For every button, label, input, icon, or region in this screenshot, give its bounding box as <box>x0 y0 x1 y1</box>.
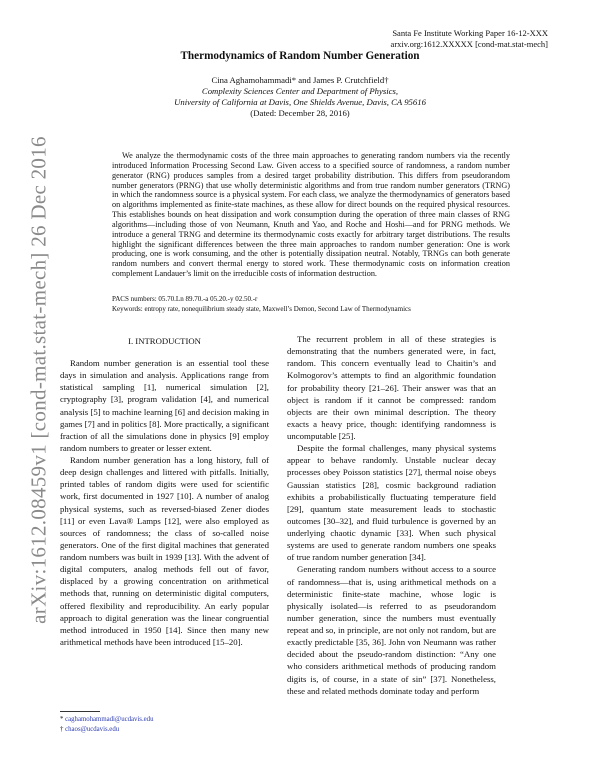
email-link[interactable]: chaos@ucdavis.edu <box>65 726 120 733</box>
paragraph: The recurrent problem in all of these strategies is demonstrating that the numbers generated were, in fact, random. This concern eventually lead to Chaitin’s and Kolmogorov’s attempts to find an algorithmic foundation for probability theory [21–26]. Their answer was that an object is random if it cannot be compressed: random objects are their own minimal description. The theory exacts a heavy price, though: identifying randomness is uncomputable [25]. <box>287 334 496 441</box>
paper-title: Thermodynamics of Random Number Generation <box>180 50 420 62</box>
paragraph: Random number generation is an essential tool these days in simulation and analysis. Applications range from statistical sampling [1], numerical simulation [2], cryptography [3], program validation [4], and numerical analysis [5] to machine learning [6] and decision making in games [7] and in politics [8]. More practically, a significant fraction of all the simulations done in physics [9] employ random numbers to greater or lesser extent. <box>60 358 269 453</box>
header-arxiv-id: arxiv.org:1612.XXXXX [cond-mat.stat-mech] <box>390 39 548 49</box>
left-column <box>60 357 269 648</box>
email-link[interactable]: caghamohammadi@ucdavis.edu <box>65 716 154 723</box>
abstract <box>112 151 510 279</box>
paragraph: Random number generation has a long history, full of deep design challenges and littered with pitfalls. Initially, printed tables of random digits were used for scientific work, first documented in 1927 [10]. A number of analog physical systems, such as reversed-biased Zener diodes [11] or even Lava® Lamps [12], were also employed as sources of randomness; the class of so-called noise generators. One of the first digital machines that generated random numbers was built in 1939 [13]. With the advent of digital computers, analog methods fell out of favor, displaced by a growing concentration on arithmetical methods that, running on deterministic digital computers, offered flexibility and reproducibility. An early popular approach to digital generation was the linear congruential method introduced in 1950 [14]. Since then many new arithmetical methods have been introduced [15–20]. <box>60 455 269 647</box>
header-working-paper: Santa Fe Institute Working Paper 16-12-XXX <box>392 28 548 38</box>
date: (Dated: December 28, 2016) <box>250 108 350 118</box>
right-column <box>287 333 496 697</box>
footnote-email-1[interactable] <box>60 715 153 724</box>
paragraph: Generating random numbers without access to a source of randomness—that is, using arithmetical methods on a deterministic finite-state machine, whose logic is physically isolated—is referred to as pseudorandom number generation, since the numbers must eventually repeat and so, in principle, are not only not random, but are exactly predictable [35, 36]. John von Neumann was rather decided about the pseudo-random distinction: “Any one who considers arithmetical methods of producing random digits is, of course, in a state of sin” [37]. Nonetheless, these and related methods dominate today and perform <box>287 564 496 696</box>
footnote-email-2[interactable] <box>60 725 119 734</box>
section-heading: I. INTRODUCTION <box>128 336 201 346</box>
arxiv-stamp <box>14 136 64 624</box>
footnote-mark: † <box>60 726 64 733</box>
footnote-mark: * <box>60 716 64 723</box>
affiliation-line-1: Complexity Sciences Center and Department of Physics, <box>201 86 399 96</box>
authors: Cina Aghamohammadi* and James P. Crutchfield† <box>211 75 389 85</box>
paragraph: Despite the formal challenges, many physical systems appear to behave randomly. Unstable nuclear decay processes obey Poisson statistics [27], thermal noise obeys Gaussian statistics [28], cosmic background radiation exhibits a probabilistically fluctuating temperature field [29], quantum state measurement leads to stochastic outcomes [30–32], and fluid turbulence is governed by an underlying chaotic dynamic [33]. When such physical systems are used to generate random numbers one speaks of true random number generation [34]. <box>287 443 496 563</box>
pacs-numbers: PACS numbers: 05.70.Ln 89.70.-a 05.20.-y 02.50.-r <box>112 295 258 303</box>
keywords: Keywords: entropy rate, nonequilibrium steady state, Maxwell’s Demon, Second Law of Thermodynamics <box>112 305 411 313</box>
arxiv-stamp-text: arXiv:1612.08459v1 [cond-mat.stat-mech] 26 Dec 2016 <box>26 136 51 624</box>
affiliation-line-2: University of California at Davis, One Shields Avenue, Davis, CA 95616 <box>174 97 426 107</box>
abstract-text: We analyze the thermodynamic costs of the three main approaches to generating random numbers via the recently introduced Information Processing Second Law. Given access to a specified source of randomness, a random number generator (RNG) produces samples from a desired target probability distribution. This differs from pseudorandom number generators (PRNG) that use wholly deterministic algorithms and from true random number generators (TRNG) in which the randomness source is a physical system. For each class, we analyze the thermodynamics of generators based on algorithms implemented as finite-state machines, as these allow for direct bounds on the required physical resources. This establishes bounds on heat dissipation and work consumption during the operation of three main classes of RNG algorithms—including those of von Neumann, Knuth and Yao, and Roche and Hoshi—and for PRNG methods. We introduce a general TRNG and determine its thermodynamic costs exactly for arbitrary target distributions. The results highlight the significant differences between the three main approaches to random number generation: One is work producing, one is work consuming, and the other is potentially dissipation neutral. Notably, TRNGs can both generate random numbers and convert thermal energy to stored work. These thermodynamic costs on information creation complement Landauer’s limit on the irreducible costs of information destruction. <box>112 151 510 279</box>
footnote-rule <box>60 711 100 712</box>
